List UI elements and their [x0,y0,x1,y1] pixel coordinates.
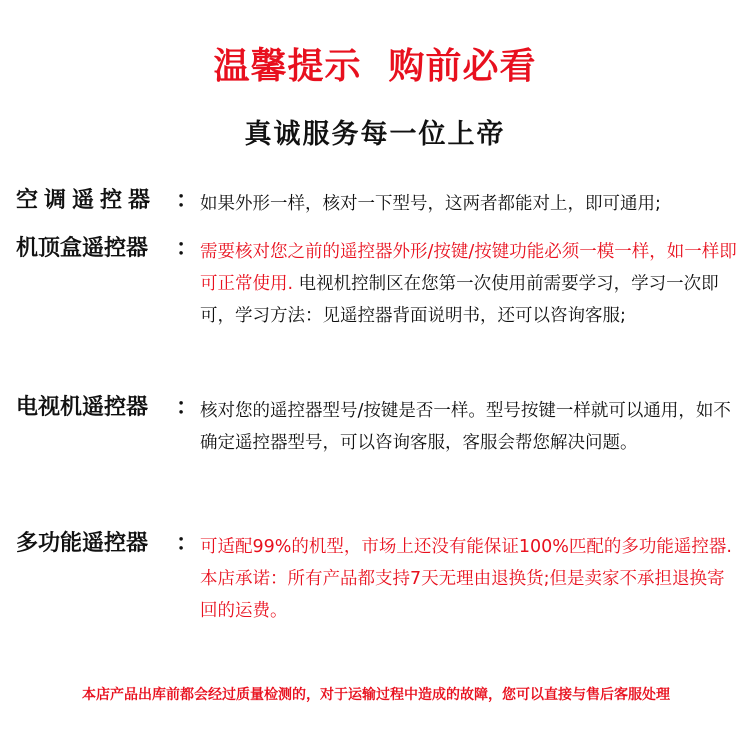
page-title: 温馨提示 购前必看 [213,46,537,87]
notice-label: 多功能遥控器 [16,531,149,556]
footer-notice: 本店产品出库前都会经过质量检测的，对于运输过程中造成的故障，您可以直接与售后客服处理 [82,687,670,703]
label-colon: ： [176,395,199,420]
label-colon: ： [176,188,199,213]
notice-text-normal: 电视机控制区在您第一次使用前需要学习，学习一次即可，学习方法：见遥控器背面说明书，还可以咨询客服; [200,274,719,326]
notice-label: 机顶盒遥控器 [16,236,149,261]
notice-text: 可适配99%的机型，市场上还没有能保证100%匹配的多功能遥控器.本店承诺：所有产品都支持7天无理由退换货;但是卖家不承担退换寄回的运费。 [200,537,732,621]
notice-text: 如果外形一样，核对一下型号，这两者都能对上，即可通用; [200,194,661,214]
notice-text: 核对您的遥控器型号/按键是否一样。型号按键一样就可以通用，如不确定遥控器型号，可以咨询客服，客服会帮您解决问题。 [200,401,731,453]
notice-label: 空调遥控器 [16,188,157,213]
label-colon: ： [176,531,199,556]
label-colon: ： [176,236,199,261]
page-subtitle: 真诚服务每一位上帝 [244,119,506,150]
notice-text [200,236,740,332]
notice-text-highlight: 需要核对您之前的遥控器外形/按键/按键功能必须一模一样，如一样即可正常使用. [200,242,737,294]
notice-label: 电视机遥控器 [16,395,149,420]
